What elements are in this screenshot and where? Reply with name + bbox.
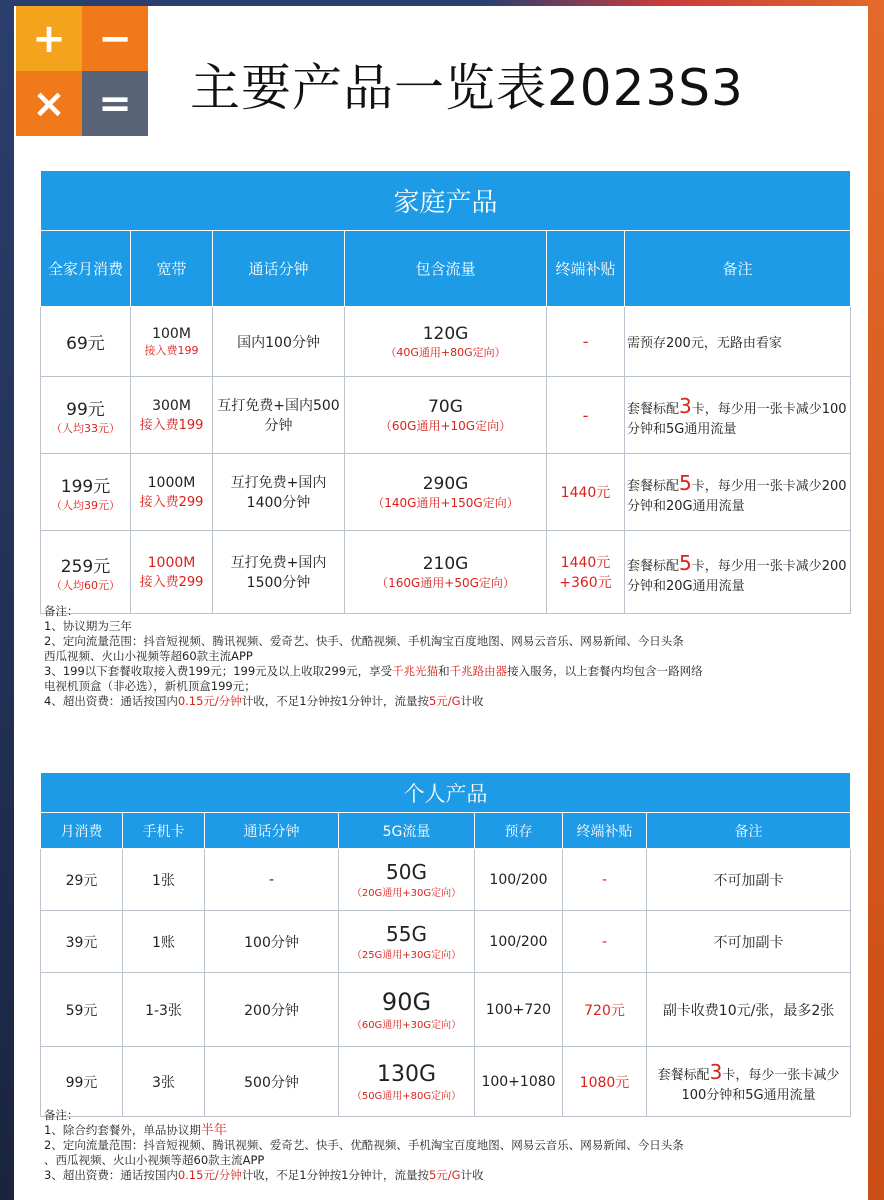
cards-cell: 1账 — [123, 911, 205, 973]
minutes-cell: - — [205, 849, 339, 911]
left-border — [0, 0, 14, 1200]
price-cell: 69元 — [41, 307, 131, 377]
col-header: 终端补贴 — [563, 813, 647, 849]
flow-cell: 70G （60G通用+10G定向） — [345, 377, 547, 454]
flow-cell: 55G （25G通用+30G定向） — [339, 911, 475, 973]
flow-cell: 90G （60G通用+30G定向） — [339, 973, 475, 1047]
price-cell: 259元 （人均60元） — [41, 531, 131, 614]
col-header: 宽带 — [131, 231, 213, 307]
broadband-cell: 1000M 接入费299 — [131, 531, 213, 614]
table-row — [41, 531, 851, 614]
family-products-table — [40, 170, 851, 614]
subsidy-cell: 720元 — [563, 973, 647, 1047]
table-row — [41, 973, 851, 1047]
remark-cell: 副卡收费10元/张，最多2张 — [647, 973, 851, 1047]
broadband-cell: 100M 接入费199 — [131, 307, 213, 377]
price-cell: 29元 — [41, 849, 123, 911]
personal-caption: 个人产品 — [41, 773, 851, 813]
col-header: 通话分钟 — [205, 813, 339, 849]
flow-cell: 290G （140G通用+150G定向） — [345, 454, 547, 531]
subsidy-cell: - — [547, 377, 625, 454]
subsidy-cell: - — [563, 911, 647, 973]
deposit-cell: 100+720 — [475, 973, 563, 1047]
broadband-cell: 1000M 接入费299 — [131, 454, 213, 531]
page-title: 主要产品一览表2023S3 — [190, 59, 744, 117]
remark-cell: 套餐标配5卡，每少用一张卡减少200分钟和20G通用流量 — [625, 531, 851, 614]
plus-icon: + — [16, 6, 82, 71]
table-row — [41, 454, 851, 531]
minutes-cell: 互打免费+国内500分钟 — [213, 377, 345, 454]
col-header: 备注 — [625, 231, 851, 307]
equals-icon: = — [82, 71, 148, 136]
cards-cell: 1张 — [123, 849, 205, 911]
flow-cell: 120G （40G通用+80G定向） — [345, 307, 547, 377]
remark-cell: 套餐标配3卡，每少一张卡减少100分钟和5G通用流量 — [647, 1047, 851, 1117]
subsidy-cell: 1440元 — [547, 454, 625, 531]
price-cell: 199元 （人均39元） — [41, 454, 131, 531]
col-header: 全家月消费 — [41, 231, 131, 307]
flow-cell: 130G （50G通用+80G定向） — [339, 1047, 475, 1117]
subsidy-cell: - — [563, 849, 647, 911]
table-row — [41, 1047, 851, 1117]
col-header: 通话分钟 — [213, 231, 345, 307]
calculator-logo — [16, 6, 148, 136]
flow-cell: 50G （20G通用+30G定向） — [339, 849, 475, 911]
deposit-cell: 100+1080 — [475, 1047, 563, 1117]
minutes-cell: 500分钟 — [205, 1047, 339, 1117]
broadband-cell: 300M 接入费199 — [131, 377, 213, 454]
col-header: 5G流量 — [339, 813, 475, 849]
table-row — [41, 911, 851, 973]
minutes-cell: 100分钟 — [205, 911, 339, 973]
minus-icon: − — [82, 6, 148, 71]
multiply-icon: × — [16, 71, 82, 136]
deposit-cell: 100/200 — [475, 849, 563, 911]
table-row — [41, 377, 851, 454]
subsidy-cell: - — [547, 307, 625, 377]
col-header: 包含流量 — [345, 231, 547, 307]
personal-products-table — [40, 772, 851, 1117]
remark-cell: 套餐标配5卡，每少用一张卡减少200分钟和20G通用流量 — [625, 454, 851, 531]
family-caption: 家庭产品 — [41, 171, 851, 231]
price-cell: 39元 — [41, 911, 123, 973]
remark-cell: 需预存200元，无路由看家 — [625, 307, 851, 377]
subsidy-cell: 1080元 — [563, 1047, 647, 1117]
remark-cell: 不可加副卡 — [647, 849, 851, 911]
col-header: 终端补贴 — [547, 231, 625, 307]
subsidy-cell: 1440元+360元 — [547, 531, 625, 614]
col-header: 备注 — [647, 813, 851, 849]
minutes-cell: 国内100分钟 — [213, 307, 345, 377]
flow-cell: 210G （160G通用+50G定向） — [345, 531, 547, 614]
minutes-cell: 200分钟 — [205, 973, 339, 1047]
cards-cell: 3张 — [123, 1047, 205, 1117]
price-cell: 99元 — [41, 1047, 123, 1117]
cards-cell: 1-3张 — [123, 973, 205, 1047]
family-notes: 备注： 1、协议期为三年 2、定向流量范围：抖音短视频、腾讯视频、爱奇艺、快手、优酷视频、手机淘宝百度地图、网易云音乐、网易新闻、今日头条 西瓜视频、火山小视频等超60款主流APP 3、199以下套餐收取接入费199元；199元及以上收取299元，享受千兆光猫和千兆路由器接入服务，以上套餐内均包含一路网络 电视机顶盒（非必选），新机顶盒199元； 4、超出资费：通话按国内0.15元/分钟计收，不足1分钟按1分钟计，流量按5元/G计收 — [44, 604, 703, 708]
personal-notes: 备注： 1、除合约套餐外，单品协议期半年 2、定向流量范围：抖音短视频、腾讯视频、爱奇艺、快手、优酷视频、手机淘宝百度地图、网易云音乐、网易新闻、今日头条 、西瓜视频、火山小视频等超60款主流APP 3、超出资费：通话按国内0.15元/分钟计收，不足1分钟按1分钟计，流量按5元/G计收 — [44, 1108, 684, 1182]
right-border — [868, 0, 884, 1200]
deposit-cell: 100/200 — [475, 911, 563, 973]
remark-cell: 套餐标配3卡，每少用一张卡减少100分钟和5G通用流量 — [625, 377, 851, 454]
col-header: 月消费 — [41, 813, 123, 849]
minutes-cell: 互打免费+国内1500分钟 — [213, 531, 345, 614]
minutes-cell: 互打免费+国内1400分钟 — [213, 454, 345, 531]
remark-cell: 不可加副卡 — [647, 911, 851, 973]
table-row — [41, 307, 851, 377]
col-header: 预存 — [475, 813, 563, 849]
price-cell: 59元 — [41, 973, 123, 1047]
price-cell: 99元 （人均33元） — [41, 377, 131, 454]
col-header: 手机卡 — [123, 813, 205, 849]
table-row — [41, 849, 851, 911]
